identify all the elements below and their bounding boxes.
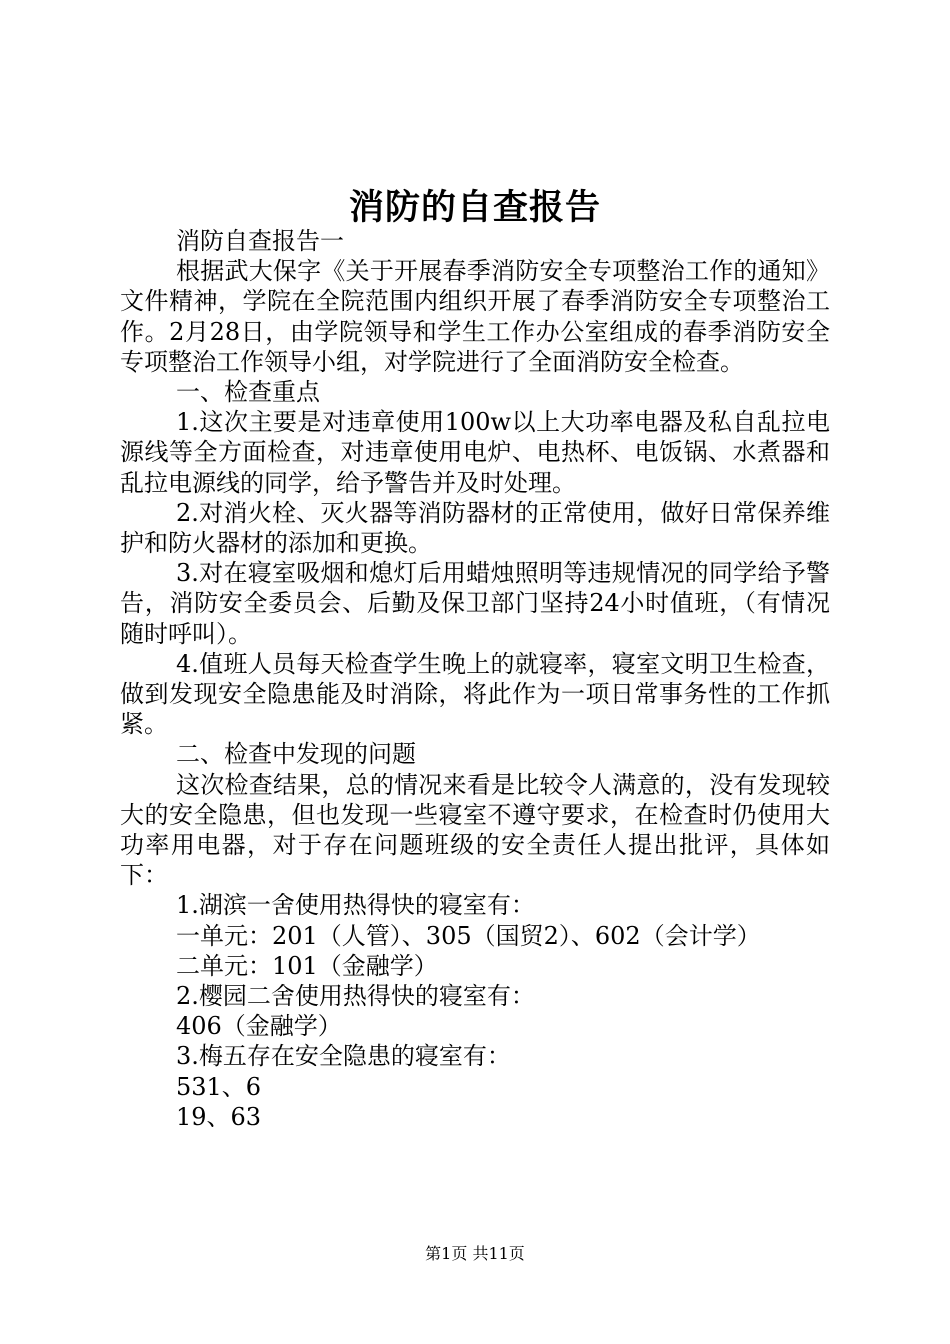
heading-inspection-focus: 一、检查重点: [176, 378, 320, 407]
list-item: 二单元：101（金融学）: [176, 951, 438, 980]
heading-problems-found: 二、检查中发现的问题: [176, 740, 416, 769]
document-title: 消防的自查报告: [348, 187, 601, 228]
paragraph-results: 这次检查结果，总的情况来看是比较令人满意的，没有发现较大的安全隐患，但也发现一些寝室不遵守要求，在检查时仍使用大功率用电器，对于存在问题班级的安全责任人提出批评，具体如下：: [120, 770, 830, 890]
paragraph-section-heading: 消防自查报告一: [176, 227, 344, 255]
page-footer: 第1页 共11页: [425, 1244, 525, 1263]
paragraph-item-4: 4.值班人员每天检查学生晚上的就寝率，寝室文明卫生检查，做到发现安全隐患能及时消除，将此作为一项日常事务性的工作抓紧。: [120, 649, 830, 739]
list-item: 19、63: [176, 1102, 262, 1131]
list-item: 2.樱园二舍使用热得快的寝室有：: [176, 982, 535, 1011]
paragraph-item-1: 1.这次主要是对违章使用100w以上大功率电器及私自乱拉电源线等全方面检查，对违章使用电炉、电热杯、电饭锅、水煮器和乱拉电源线的同学，给予警告并及时处理。: [120, 408, 830, 497]
paragraph-item-3: 3.对在寝室吸烟和熄灯后用蜡烛照明等违规情况的同学给予警告，消防安全委员会、后勤及保卫部门坚持24小时值班，（有情况随时呼叫）。: [120, 559, 830, 648]
paragraph-item-2: 2.对消火栓、灭火器等消防器材的正常使用，做好日常保养维护和防火器材的添加和更换。: [120, 498, 830, 558]
list-item: 一单元：201（人管）、305（国贸2）、602（会计学）: [176, 921, 761, 950]
list-item: 531、6: [176, 1072, 262, 1101]
list-item: 3.梅五存在安全隐患的寝室有：: [176, 1042, 511, 1071]
list-item: 1.湖滨一舍使用热得快的寝室有：: [176, 891, 535, 920]
paragraph-intro: 根据武大保字《关于开展春季消防安全专项整治工作的通知》文件精神，学院在全院范围内组织开展了春季消防安全专项整治工作。2月28日，由学院领导和学生工作办公室组成的春季消防安全专项整治工作领导小组，对学院进行了全面消防安全检查。: [120, 257, 830, 376]
list-item: 406（金融学）: [176, 1012, 342, 1041]
document-body: [120, 226, 830, 1132]
